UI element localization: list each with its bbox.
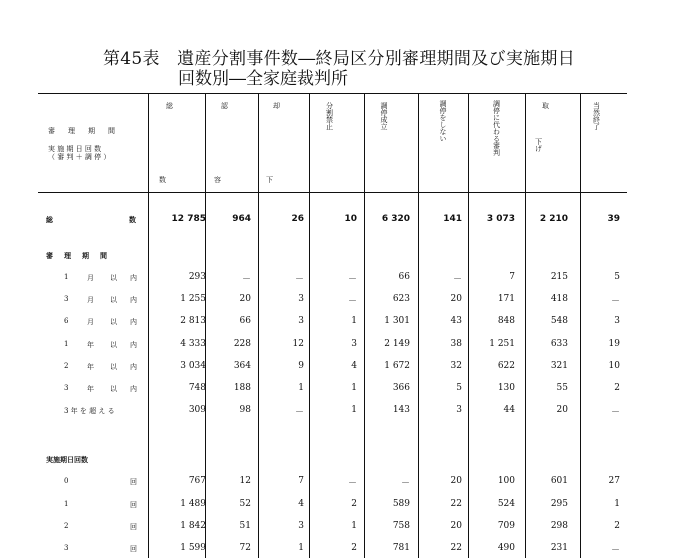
row-label-part: 内 [130,340,137,349]
row-label-part: 2 [64,361,69,370]
table-cell: 490 [497,543,515,553]
section-heading: 実施期日回数 [46,456,88,465]
table-cell: 32 [450,360,462,371]
total-cell: 964 [232,214,251,224]
row-label-part: 3 [64,384,69,392]
table-cell: 2 149 [384,338,410,349]
table-cell: 143 [392,405,410,416]
row-label-part: 月 [87,274,94,282]
table-cell: 1 [298,383,304,393]
row-label-part: 以 [110,274,117,282]
column-divider [468,93,469,192]
row-label-part: 以 [110,296,117,305]
table-cell: 5 [456,383,462,393]
table-cell: 524 [497,498,515,509]
total-cell: 141 [443,214,462,224]
row-label-part: 1 [64,273,69,281]
table-cell: 44 [503,405,515,416]
table-cell: 20 [450,294,462,305]
row-label: 3 年 を 超 え る [64,407,115,416]
column-header-top: 調停成立 [380,102,388,130]
rule-header-bottom [38,192,627,193]
table-cell: 548 [550,316,568,327]
title-line-1: 第45表 遺産分割事件数―終局区分別審理期間及び実施期日 [103,49,576,69]
column-divider [580,93,581,192]
table-cell: 43 [450,316,462,327]
row-label-part: 内 [130,318,137,327]
table-cell: 1 599 [180,543,206,553]
table-cell: 3 [351,338,357,349]
table-cell: － [347,275,357,285]
column-header-top: 取 [541,102,550,109]
row-label-part: 1 [64,499,69,508]
table-cell: 12 [292,338,304,349]
total-cell: 2 210 [539,214,568,224]
table-cell: 633 [550,338,568,349]
column-header-top: 当然終了 [592,102,601,130]
table-cell: 3 [298,316,304,327]
column-divider [309,93,310,192]
table-cell: 758 [392,520,410,531]
column-header-top: 調停に代わる審判 [492,100,501,156]
table-cell: 321 [550,360,568,371]
table-cell: － [610,546,620,556]
table-cell: 231 [550,543,568,553]
column-header-top: 総 [165,102,174,109]
title-line-2: 回数別―全家庭裁判所 [178,69,348,89]
table-cell: 3 [298,520,304,531]
column-header-bottom: 下 [265,176,274,183]
table-cell: 215 [550,272,568,282]
stub-header-line-3: （ 審 判 ＋ 調 停 ） [48,153,111,161]
table-cell: － [400,479,410,490]
table-cell: － [241,275,251,285]
table-cell: 293 [188,272,206,282]
row-label-part: 3 [64,295,69,304]
table-cell: 130 [497,383,515,393]
table-cell: 72 [239,543,251,553]
table-cell: 7 [509,272,515,282]
table-cell: 3 [614,316,620,327]
row-label-part: 年 [87,385,94,393]
row-label-part: 内 [130,274,137,282]
table-cell: － [347,297,357,308]
table-cell: － [610,408,620,419]
table-cell: 66 [398,272,410,282]
row-label-part: 回 [130,545,137,553]
table-cell: 20 [239,294,251,305]
table-cell: 5 [614,272,620,282]
table-cell: 1 [351,405,357,416]
total-cell: 12 785 [171,214,206,224]
total-cell: 26 [291,214,304,224]
table-cell: 4 [298,498,304,509]
table-cell: 1 [351,383,357,393]
table-cell: 601 [550,476,568,487]
table-cell: 1 251 [489,338,515,349]
table-cell: 3 [456,405,462,416]
table-cell: 2 [351,543,357,553]
row-label-part: 以 [110,385,117,393]
table-cell: 1 842 [180,520,206,531]
column-header-top: 調停をしない [439,100,447,142]
column-header-bottom: 容 [213,176,222,183]
table-cell: 2 [351,498,357,509]
table-cell: 1 [614,498,620,509]
column-header-bottom: 下げ [534,138,543,152]
row-label-part: 年 [87,340,94,349]
row-label-part: 月 [87,296,94,305]
table-cell: 1 [351,520,357,531]
table-cell: 309 [188,405,206,416]
table-cell: 27 [608,476,620,487]
table-cell: 1 [351,316,357,327]
table-cell: 7 [298,476,304,487]
table-cell: 22 [450,498,462,509]
total-cell: 6 320 [381,214,410,224]
table-cell: 1 672 [384,360,410,371]
column-header-bottom: 数 [158,176,167,183]
total-label-left: 総 [46,216,53,224]
table-cell: 12 [239,476,251,487]
row-label-part: 以 [110,318,117,327]
table-cell: 19 [608,338,620,349]
rule-top [38,93,627,94]
row-label-part: 2 [64,521,69,530]
column-header-top: 却 [272,102,281,109]
table-cell: 2 [614,383,620,393]
row-label-part: 回 [130,500,137,509]
table-cell: 20 [450,520,462,531]
table-cell: － [452,275,462,285]
table-cell: 767 [188,476,206,487]
table-cell: 298 [550,520,568,531]
table-cell: 20 [450,476,462,487]
table-cell: 2 [614,520,620,531]
row-label-part: 以 [110,340,117,349]
table-cell: 781 [392,543,410,553]
table-cell: 623 [392,294,410,305]
table-cell: 1 255 [180,294,206,305]
table-cell: 188 [233,383,251,393]
row-label-part: 内 [130,296,137,305]
row-label-part: 0 [64,477,69,486]
total-label-right: 数 [129,216,136,224]
table-cell: 228 [233,338,251,349]
table-cell: 3 034 [180,360,206,371]
table-cell: 364 [233,360,251,371]
table-cell: 418 [550,294,568,305]
table-cell: － [294,275,304,285]
table-cell: 366 [392,383,410,393]
row-label-part: 内 [130,385,137,393]
total-cell: 3 073 [486,214,515,224]
table-cell: 20 [556,405,568,416]
table-cell: 4 333 [180,338,206,349]
row-label-part: 月 [87,318,94,327]
table-cell: 622 [497,360,515,371]
table-cell: 295 [550,498,568,509]
table-cell: 748 [188,383,206,393]
table-cell: － [610,297,620,308]
row-label-part: 以 [110,362,117,371]
table-cell: 55 [556,383,568,393]
table-cell: 22 [450,543,462,553]
table-cell: 9 [298,360,304,371]
row-label-part: 回 [130,522,137,531]
row-label-part: 回 [130,478,137,487]
stub-header-line-1: 審 理 期 間 [48,127,118,135]
table-cell: 38 [450,338,462,349]
table-cell: 2 813 [180,316,206,327]
row-label-part: 年 [87,362,94,371]
column-header-top: 分割禁止 [325,102,334,130]
section-heading: 審 理 期 間 [46,252,109,260]
table-cell: 1 [298,543,304,553]
row-label-part: 6 [64,317,69,326]
row-label-part: 3 [64,544,69,552]
table-cell: 848 [497,316,515,327]
table-cell: 3 [298,294,304,305]
row-label-part: 1 [64,339,69,348]
table-cell: 100 [497,476,515,487]
table-cell: 52 [239,498,251,509]
table-cell: 10 [608,360,620,371]
column-header-top: 認 [220,102,229,109]
table-cell: 171 [497,294,515,305]
table-cell: － [347,479,357,490]
total-cell: 39 [607,214,620,224]
table-cell: 98 [239,405,251,416]
table-cell: 51 [239,520,251,531]
table-cell: － [294,408,304,419]
total-cell: 10 [344,214,357,224]
table-cell: 1 301 [384,316,410,327]
table-cell: 1 489 [180,498,206,509]
column-divider [364,93,365,192]
row-label-part: 内 [130,362,137,371]
table-cell: 709 [497,520,515,531]
column-divider [418,93,419,192]
stub-header-line-2: 実 施 期 日 回 数 [48,145,102,153]
table-cell: 66 [239,316,251,327]
table-cell: 589 [392,498,410,509]
table-cell: 4 [351,360,357,371]
